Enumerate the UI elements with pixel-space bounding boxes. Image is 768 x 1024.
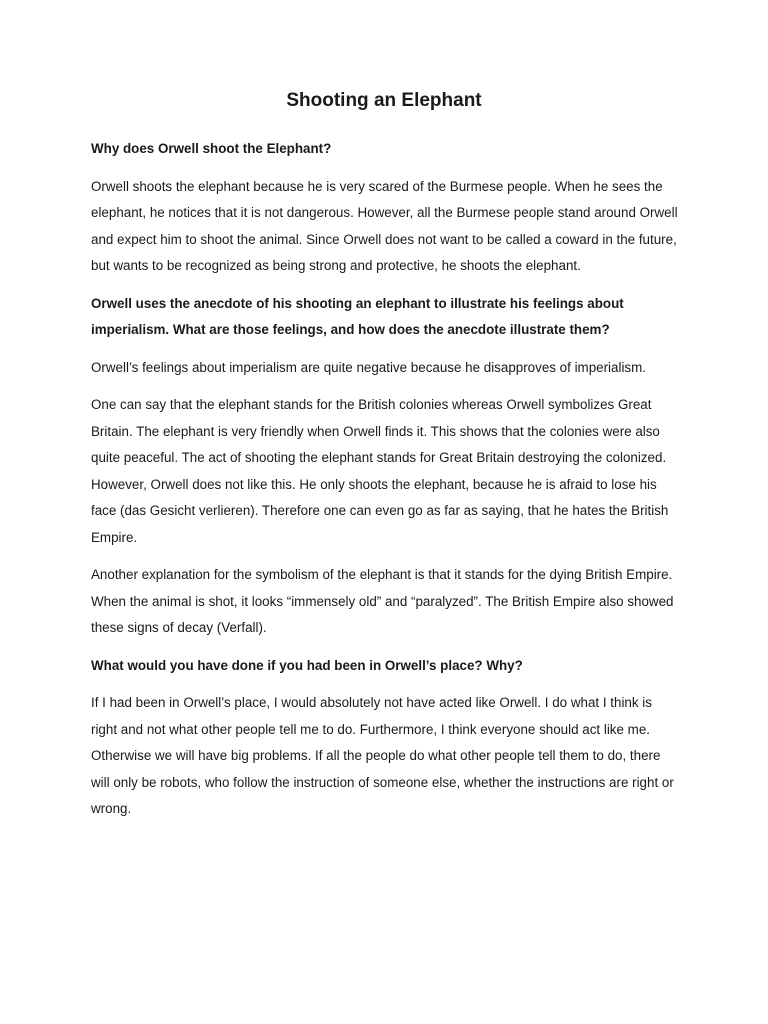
answer-2-paragraph-1: Orwell’s feelings about imperialism are quite negative because he disapproves of imperialism. [91, 359, 646, 375]
answer-1-paragraph: Orwell shoots the elephant because he is very scared of the Burmese people. When he sees the elephant, he notices that it is not dangerous. However, all the Burmese people stand around Orwell and expect him to shoot the animal. Since Orwell does not want to be called a coward in the future, but wants to be recognized as being strong and protective, he shoots the elephant. [91, 178, 678, 273]
answer-2-paragraph-3: Another explanation for the symbolism of the elephant is that it stands for the dying British Empire. When the animal is shot, it looks “immensely old” and “paralyzed”. The British Empire also showed these signs of decay (Verfall). [91, 567, 674, 635]
answer-3-paragraph: If I had been in Orwell’s place, I would absolutely not have acted like Orwell. I do what I think is right and not what other people tell me to do. Furthermore, I think everyone should act like me. Otherwise we will have big problems. If all the people do what other people tell them to do, there will only be robots, who follow the instruction of someone else, whether the instructions are right or wrong. [91, 695, 674, 816]
question-1: Why does Orwell shoot the Elephant? [91, 141, 332, 156]
question-3: What would you have done if you had been in Orwell’s place? Why? [91, 657, 523, 673]
question-2: Orwell uses the anecdote of his shooting an elephant to illustrate his feelings about imperialism. What are those feelings, and how does the anecdote illustrate them? [91, 295, 624, 337]
document-body [91, 136, 681, 834]
document-title: Shooting an Elephant [286, 90, 482, 111]
answer-2-paragraph-2: One can say that the elephant stands for the British colonies whereas Orwell symbolizes Great Britain. The elephant is very friendly when Orwell finds it. This shows that the colonies were also quite peaceful. The act of shooting the elephant stands for Great Britain destroying the colonized. However, Orwell does not like this. He only shoots the elephant, because he is afraid to lose his face (das Gesicht verlieren). Therefore one can even go as far as saying, that he hates the British Empire. [91, 397, 669, 545]
